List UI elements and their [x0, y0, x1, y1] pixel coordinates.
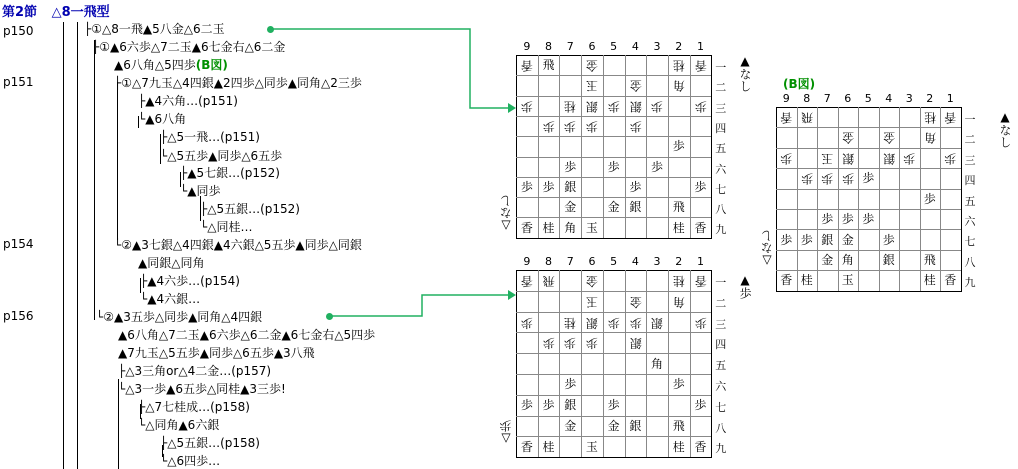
shogi-piece: 玉 [841, 273, 854, 288]
shogi-piece: 金 [585, 58, 598, 73]
shogi-piece: 歩 [821, 212, 834, 227]
file-label: 5 [610, 255, 618, 268]
rank-label: 四 [964, 174, 976, 188]
file-label: 7 [566, 40, 574, 53]
shogi-piece: 香 [694, 220, 707, 235]
file-label: 3 [653, 40, 661, 53]
shogi-piece: 歩 [542, 335, 555, 350]
shogi-piece: 歩 [672, 139, 685, 154]
tree-line-14: ▲同銀△同角 [138, 256, 205, 270]
shogi-piece: 桂 [542, 220, 555, 235]
shogi-piece: 金 [564, 418, 577, 433]
file-label: 6 [588, 40, 596, 53]
shogi-piece: 歩 [923, 191, 936, 206]
shogi-piece: 桂 [923, 110, 936, 125]
shogi-piece: 歩 [841, 171, 854, 186]
rank-label: 五 [715, 359, 727, 373]
shogi-piece: 歩 [520, 315, 533, 329]
shogi-piece: 角 [841, 252, 854, 267]
file-label: 4 [885, 92, 893, 105]
tree-line-23: └△同角▲6六銀 [138, 418, 220, 432]
shogi-piece: 歩 [862, 171, 875, 186]
shogi-piece: 歩 [585, 335, 598, 350]
shogi-piece: 銀 [629, 418, 642, 433]
shogi-piece: 歩 [694, 398, 707, 413]
grid-line [776, 148, 961, 149]
file-label: 4 [631, 255, 639, 268]
shogi-piece: 玉 [585, 294, 598, 309]
shogi-piece: 玉 [585, 220, 598, 235]
sente-hand: ▲歩 [738, 273, 752, 299]
shogi-piece: 金 [882, 130, 895, 145]
tree-line-13: └②▲3七銀△4四銀▲4六銀△5五歩▲同歩△同銀 [114, 238, 362, 252]
shogi-piece: 歩 [841, 212, 854, 227]
shogi-piece: 香 [944, 273, 957, 288]
shogi-piece: 歩 [564, 377, 577, 392]
page-ref-p151: p151 [3, 75, 34, 89]
tree-line-10: └▲同歩 [180, 184, 221, 198]
rank-label: 七 [715, 182, 727, 196]
rank-label: 九 [715, 442, 727, 456]
shogi-piece: 歩 [520, 398, 533, 413]
shogi-piece: 飛 [672, 418, 685, 433]
file-label: 5 [610, 40, 618, 53]
shogi-piece: 銀 [585, 98, 598, 113]
sente-hand: ▲なし [738, 54, 752, 92]
shogi-piece: 金 [607, 200, 620, 215]
shogi-piece: 角 [923, 130, 936, 145]
file-label: 1 [696, 40, 704, 53]
rank-label: 二 [715, 81, 727, 95]
chapter-label: 第2節 [2, 5, 38, 20]
shogi-piece: 歩 [520, 179, 533, 194]
tree-line-25: └△6四歩… [160, 454, 221, 468]
file-label: 7 [566, 255, 574, 268]
shogi-piece: 香 [694, 439, 707, 454]
shogi-piece: 歩 [862, 212, 875, 227]
tree-line-17: └②▲3五歩△同歩▲同角△4四銀 [96, 310, 263, 324]
shogi-piece: 玉 [585, 439, 598, 454]
board-b-caption: (B図) [783, 77, 816, 91]
file-label: 1 [696, 255, 704, 268]
shogi-piece: 歩 [629, 179, 642, 194]
rank-label: 一 [964, 113, 976, 126]
shogi-piece: 歩 [800, 232, 813, 247]
tree-line-3: ▲6八角△5四歩(B図) [114, 58, 228, 72]
rank-label: 九 [715, 223, 727, 237]
tree-line-18: ▲6八角△7二玉▲6六歩△6二金▲6七金右△5四歩 [118, 328, 376, 342]
shogi-piece: 桂 [564, 315, 577, 329]
grid-line [690, 55, 691, 238]
file-label: 9 [782, 92, 790, 105]
rank-label: 二 [964, 133, 976, 147]
shogi-piece: 飛 [672, 200, 685, 215]
grid-line [538, 55, 539, 238]
shogi-piece: 歩 [821, 171, 834, 186]
shogi-piece: 銀 [651, 315, 664, 329]
rank-label: 三 [715, 101, 727, 115]
shogi-piece: 銀 [564, 398, 577, 413]
rank-label: 九 [964, 276, 976, 290]
shogi-piece: 香 [520, 58, 533, 73]
shogi-piece: 香 [944, 110, 957, 125]
shogi-piece: 桂 [672, 220, 685, 235]
shogi-piece: 歩 [542, 398, 555, 413]
rank-label: 四 [715, 121, 727, 135]
file-label: 8 [803, 92, 811, 105]
tree-line-15: ├▲4六歩…(p154) [140, 274, 240, 288]
shogi-piece: 銀 [821, 232, 834, 247]
shogi-piece: 歩 [780, 151, 793, 165]
file-label: 7 [823, 92, 831, 105]
shogi-piece: 金 [841, 130, 854, 145]
rank-label: 七 [964, 235, 976, 249]
shogi-piece: 歩 [564, 159, 577, 174]
shogi-piece: 歩 [629, 119, 642, 134]
section-title: △8一飛型 [51, 5, 110, 20]
shogi-piece: 銀 [629, 200, 642, 215]
file-label: 6 [844, 92, 852, 105]
file-label: 3 [905, 92, 913, 105]
shogi-piece: 金 [607, 418, 620, 433]
rank-label: 二 [715, 296, 727, 310]
shogi-piece: 歩 [651, 159, 664, 174]
shogi-piece: 金 [841, 232, 854, 247]
shogi-piece: 香 [694, 58, 707, 73]
shogi-piece: 銀 [882, 151, 895, 165]
shogi-piece: 歩 [694, 179, 707, 194]
rank-label: 一 [715, 61, 727, 74]
shogi-piece: 飛 [542, 58, 555, 73]
file-label: 2 [926, 92, 934, 105]
shogi-piece: 歩 [564, 119, 577, 134]
file-label: 9 [523, 40, 531, 53]
shogi-piece: 香 [694, 273, 707, 288]
sente-hand: ▲なし [998, 110, 1012, 148]
shogi-piece: 玉 [585, 78, 598, 93]
shogi-piece: 角 [672, 294, 685, 309]
shogi-piece: 金 [564, 200, 577, 215]
file-label: 2 [675, 40, 683, 53]
shogi-piece: 飛 [542, 273, 555, 288]
rank-label: 八 [964, 255, 976, 269]
rank-label: 八 [715, 203, 727, 217]
shogi-piece: 角 [564, 220, 577, 235]
rank-label: 五 [964, 194, 976, 208]
shogi-piece: 歩 [564, 335, 577, 350]
rank-label: 八 [715, 421, 727, 435]
diagram-b-ref: (B図) [195, 58, 228, 72]
connector-dot [267, 26, 274, 33]
shogi-piece: 角 [651, 356, 664, 371]
shogi-piece: 歩 [542, 179, 555, 194]
file-label: 5 [864, 92, 872, 105]
file-label: 6 [588, 255, 596, 268]
file-label: 3 [653, 255, 661, 268]
shogi-piece: 桂 [672, 58, 685, 73]
rank-label: 一 [715, 276, 727, 289]
shogi-piece: 歩 [629, 315, 642, 329]
shogi-piece: 銀 [882, 252, 895, 267]
shogi-piece: 金 [629, 78, 642, 93]
tree-line-1: ├①△8一飛▲5八金△6二玉 [84, 22, 225, 36]
rank-label: 三 [964, 153, 976, 167]
rank-label: 七 [715, 400, 727, 414]
page-ref-p154: p154 [3, 237, 34, 251]
grid-line [690, 270, 691, 457]
tree-line-2: ├①▲6六歩△7二玉▲6七金右△6二金 [92, 40, 286, 54]
shogi-piece: 歩 [607, 159, 620, 174]
shogi-piece: 歩 [607, 98, 620, 113]
tree-line-8: └△5五歩▲同歩△6五歩 [160, 149, 283, 163]
file-label: 9 [523, 255, 531, 268]
shogi-piece: 金 [629, 294, 642, 309]
shogi-piece: 玉 [821, 151, 834, 165]
file-label: 2 [675, 255, 683, 268]
grid-line [797, 107, 798, 291]
rank-label: 六 [715, 380, 727, 393]
page-ref-p156: p156 [3, 309, 34, 323]
gote-hand: △歩 [499, 420, 513, 446]
shogi-piece: 桂 [672, 439, 685, 454]
tree-line-22: ├△7七桂成…(p158) [138, 400, 250, 414]
shogi-piece: 香 [780, 110, 793, 125]
rank-label: 六 [715, 162, 727, 176]
shogi-piece: 歩 [780, 232, 793, 247]
shogi-piece: 歩 [585, 119, 598, 134]
shogi-piece: 桂 [800, 273, 813, 288]
shogi-piece: 歩 [882, 232, 895, 247]
connector-dot [326, 313, 333, 320]
tree-line-5: ├▲4六角…(p151) [138, 94, 238, 108]
file-label: 4 [631, 40, 639, 53]
tree-line-6: └▲6八角 [138, 112, 187, 126]
shogi-piece: 歩 [694, 98, 707, 113]
shogi-piece: 歩 [607, 398, 620, 413]
shogi-piece: 銀 [564, 179, 577, 194]
shogi-piece: 飛 [800, 110, 813, 125]
shogi-piece: 角 [672, 78, 685, 93]
file-label: 8 [545, 40, 553, 53]
grid-line [516, 353, 711, 354]
grid-line [538, 270, 539, 457]
shogi-piece: 香 [520, 273, 533, 288]
tree-line-16: └▲4六銀… [140, 292, 201, 306]
tree-line-19: ▲7九玉△5五歩▲同歩△6五歩▲3八飛 [118, 346, 315, 360]
shogi-piece: 歩 [944, 151, 957, 165]
rank-label: 六 [964, 215, 976, 228]
shogi-piece: 桂 [672, 273, 685, 288]
shogi-piece: 桂 [564, 98, 577, 113]
shogi-piece: 歩 [903, 151, 916, 165]
shogi-piece: 金 [821, 252, 834, 267]
gote-hand: △なし [499, 195, 513, 233]
file-label: 8 [545, 255, 553, 268]
rank-label: 五 [715, 142, 727, 156]
tree-line-11: ├△5五銀…(p152) [200, 202, 300, 216]
tree-line-20: ├△3三角or△4二金…(p157) [118, 364, 272, 378]
shogi-piece: 銀 [629, 335, 642, 350]
shogi-piece: 香 [520, 220, 533, 235]
shogi-piece: 歩 [542, 119, 555, 134]
shogi-piece: 飛 [923, 252, 936, 267]
shogi-piece: 桂 [542, 439, 555, 454]
rank-label: 三 [715, 317, 727, 331]
rank-label: 四 [715, 338, 727, 352]
shogi-piece: 香 [780, 273, 793, 288]
shogi-piece: 歩 [607, 315, 620, 329]
file-label: 1 [946, 92, 954, 105]
tree-line-24: ├△5五銀…(p158) [160, 436, 260, 450]
page-ref-p150: p150 [3, 24, 34, 38]
tree-line-12: └△同桂… [200, 220, 253, 234]
shogi-piece: 銀 [841, 151, 854, 165]
shogi-piece: 銀 [629, 98, 642, 113]
shogi-piece: 香 [520, 439, 533, 454]
tree-line-7: ├△5一飛…(p151) [160, 130, 260, 144]
shogi-piece: 歩 [800, 171, 813, 186]
shogi-piece: 桂 [923, 273, 936, 288]
shogi-piece: 歩 [520, 98, 533, 113]
shogi-piece: 金 [585, 273, 598, 288]
shogi-piece: 銀 [585, 315, 598, 329]
shogi-piece: 歩 [694, 315, 707, 329]
tree-line-9: ├▲5七銀…(p152) [180, 166, 280, 180]
gote-hand: △なし [760, 230, 774, 268]
tree-line-4: ├①△7九玉△4四銀▲2四歩△同歩▲同角△2三歩 [114, 76, 362, 90]
tree-line-21: └△3一歩▲6五歩△同桂▲3三歩! [118, 382, 286, 396]
shogi-piece: 歩 [651, 98, 664, 113]
shogi-piece: 歩 [672, 377, 685, 392]
